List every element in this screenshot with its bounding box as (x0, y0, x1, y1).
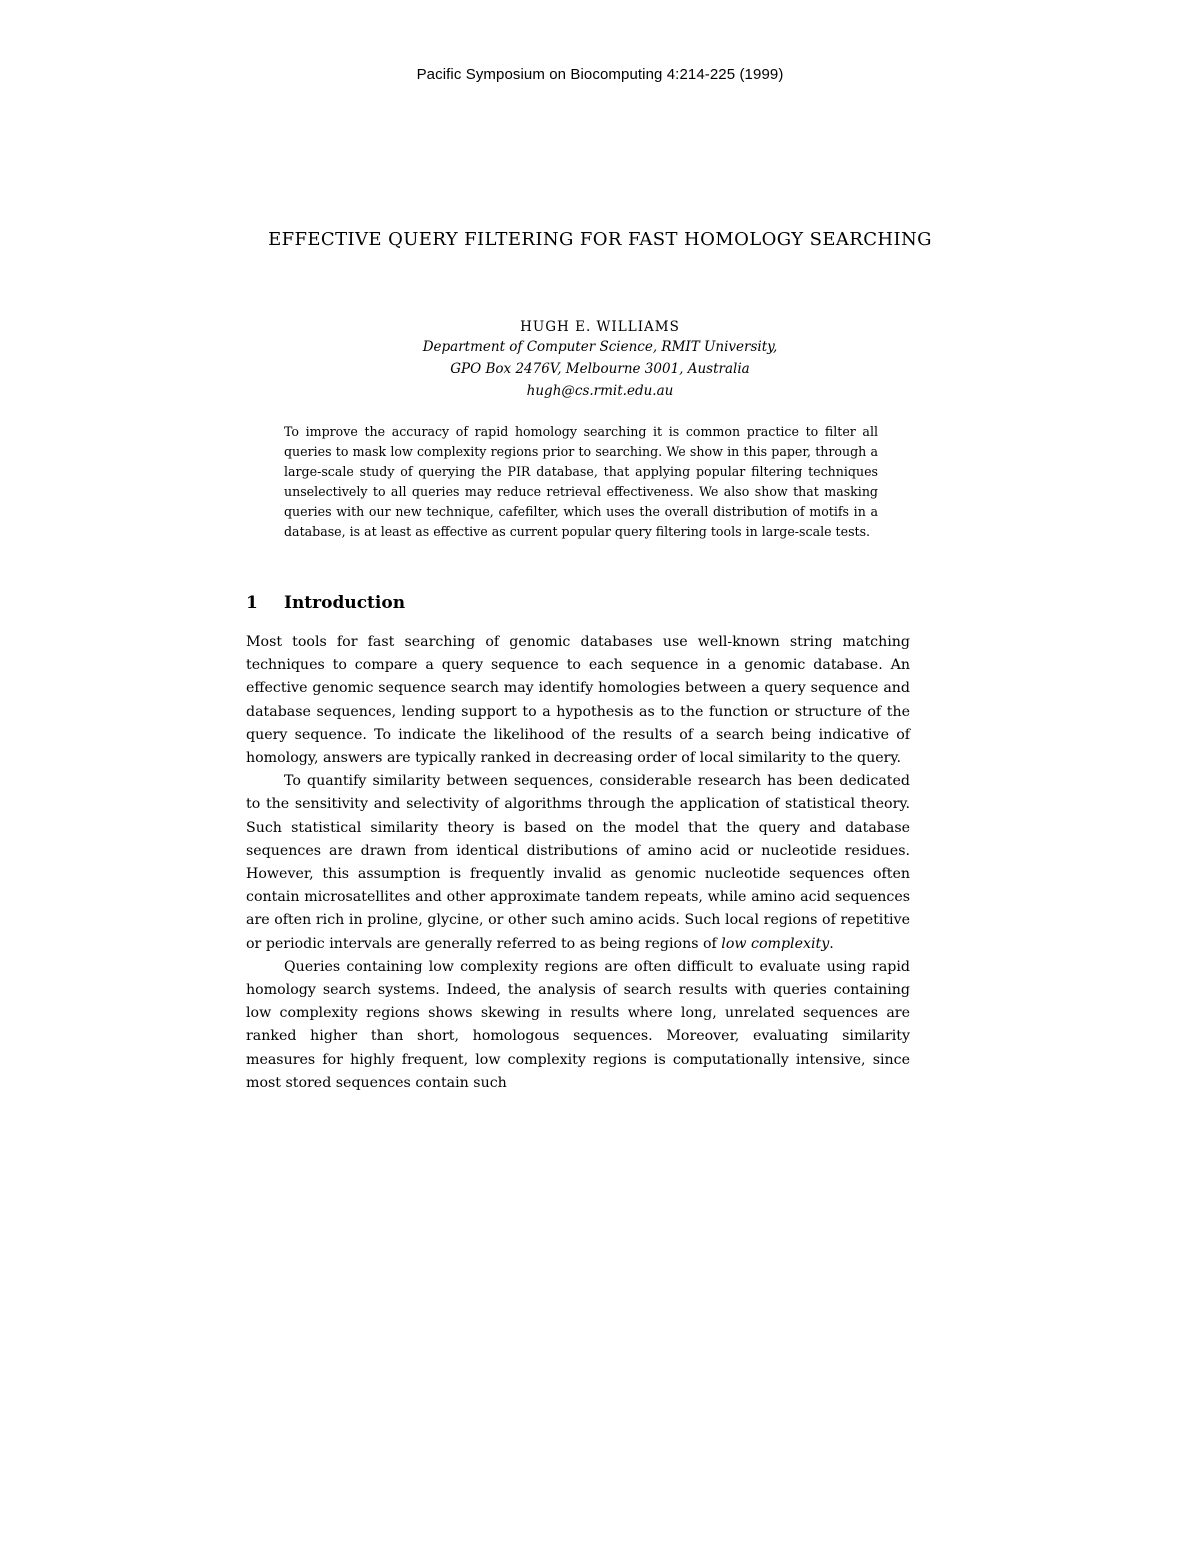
paragraph-2 (246, 770, 910, 956)
author-affiliation-2: GPO Box 2476V, Melbourne 3001, Australia (450, 361, 750, 377)
paper-title: EFFECTIVE QUERY FILTERING FOR FAST HOMOLOGY SEARCHING (268, 229, 932, 250)
section-number: 1 (246, 593, 258, 613)
paragraph-2-end: . (829, 935, 834, 952)
paragraph-3: Queries containing low complexity regions are often difficult to evaluate using rapid homology search systems. Indeed, the analysis of search results with queries containing low complexity regions shows skewing in results where long, unrelated sequences are ranked higher than short, homologous sequences. Moreover, evaluating similarity measures for highly frequent, low complexity regions is computationally intensive, since most stored sequences contain such (246, 958, 910, 1091)
section-title: Introduction (284, 593, 406, 613)
paragraph-1: Most tools for fast searching of genomic databases use well-known string matching techniques to compare a query sequence to each sequence in a genomic database. An effective genomic sequence search may identify homologies between a query sequence and database sequences, lending support to a hypothesis as to the function or structure of the query sequence. To indicate the likelihood of the results of a search being indicative of homology, answers are typically ranked in decreasing order of local similarity to the query. (246, 634, 910, 767)
paragraph-2-text: To quantify similarity between sequences, considerable research has been dedicated to the sensitivity and selectivity of algorithms through the application of statistical theory. Such statistical similarity theory is based on the model that the query and database sequences are drawn from identical distributions of amino acid or nucleotide residues. However, this assumption is frequently invalid as genomic nucleotide sequences often contain microsatellites and other approximate tandem repeats, while amino acid sequences are often rich in proline, glycine, or other such amino acids. Such local regions of repetitive or periodic intervals are generally referred to as being regions of (246, 773, 910, 952)
section-heading (246, 592, 906, 614)
abstract: To improve the accuracy of rapid homology searching it is common practice to filter all queries to mask low complexity regions prior to searching. We show in this paper, through a large-scale study of querying the PIR database, that applying popular filtering techniques unselectively to all queries may reduce retrieval effectiveness. We also show that masking queries with our new technique, cafefilter, which uses the overall distribution of motifs in a database, is at least as effective as current popular query filtering tools in large-scale tests. (284, 424, 878, 540)
running-head: Pacific Symposium on Biocomputing 4:214-225 (1999) (416, 66, 784, 83)
author-affiliation-1: Department of Computer Science, RMIT University, (422, 339, 778, 355)
paragraph-2-emphasis: low complexity (721, 935, 830, 952)
author-email: hugh@cs.rmit.edu.au (526, 383, 674, 399)
author-name: HUGH E. WILLIAMS (520, 319, 680, 335)
body-text (246, 631, 910, 1095)
